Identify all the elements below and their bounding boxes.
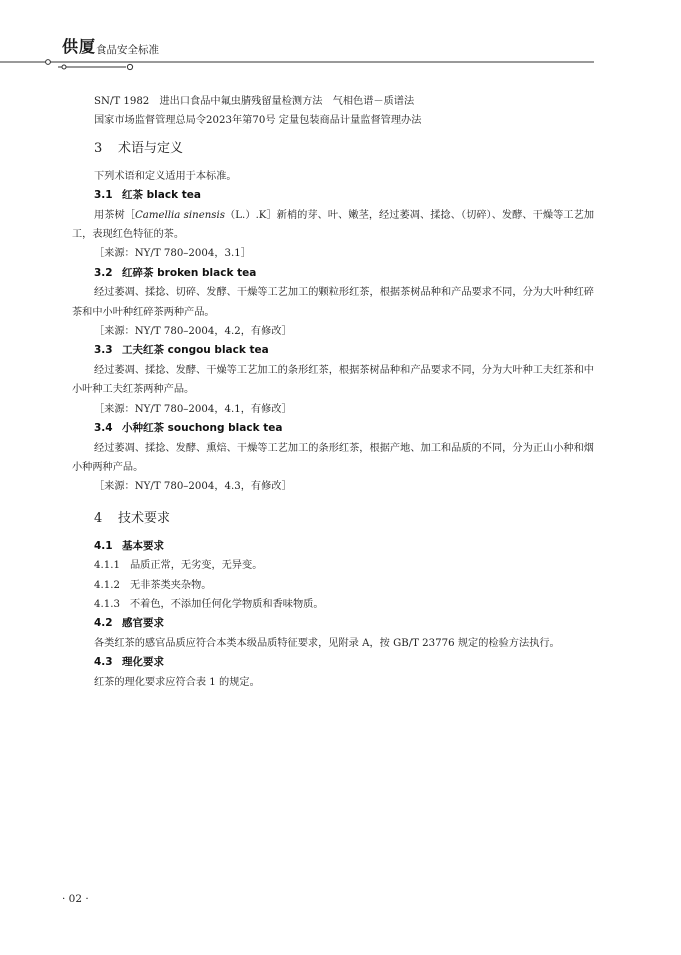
section-3-intro: 下列术语和定义适用于本标准。 <box>94 170 237 182</box>
brand-subtitle: 食品安全标准 <box>96 44 159 56</box>
clause-4-2-text: 各类红茶的感官品质应符合本类本级品质特征要求，见附录 A，按 GB/T 23776 规定的检验方法执行。 <box>94 637 560 649</box>
clause-4-1-2: 4.1.2 无非茶类夹杂物。 <box>94 579 212 591</box>
term-3-1-definition: 用茶树［Camellia sinensis（L.）.K］新梢的芽、叶、嫩茎，经过萎凋、揉捻、（切碎）、发酵、干燥等工艺加工，表现红色特征的茶。 <box>72 209 595 241</box>
section-4-heading: 4 技术要求 <box>94 510 171 526</box>
term-3-2-heading: 3.2 红碎茶 broken black tea <box>94 266 257 279</box>
ref-sn-t-1982: SN/T 1982 进出口食品中氟虫腈残留量检测方法 气相色谱－质谱法 <box>94 96 415 107</box>
term-3-2-source: ［来源：NY/T 780–2004，4.2，有修改］ <box>94 326 292 338</box>
term-3-3-definition: 经过萎凋、揉捻、发酵、干燥等工艺加工的条形红茶，根据茶树品种和产品要求不同，分为大叶种工夫红茶和中小叶种工夫红茶两种产品。 <box>72 364 594 396</box>
clause-4-2-heading: 4.2 感官要求 <box>94 617 164 630</box>
term-3-1-heading: 3.1 红茶 black tea <box>94 189 201 202</box>
brand-logo: 供厦 <box>62 37 97 56</box>
document-body <box>72 92 594 692</box>
term-3-4-heading: 3.4 小种红茶 souchong black tea <box>94 422 283 435</box>
clause-4-1-heading: 4.1 基本要求 <box>94 539 164 552</box>
clause-4-1-3: 4.1.3 不着色，不添加任何化学物质和香味物质。 <box>94 598 324 610</box>
term-3-1-source: ［来源：NY/T 780–2004，3.1］ <box>94 248 251 260</box>
clause-4-1-1: 4.1.1 品质正常，无劣变，无异变。 <box>94 560 263 572</box>
term-3-4-definition: 经过萎凋、揉捻、发酵、熏焙、干燥等工艺加工的条形红茶，根据产地、加工和品质的不同，分为正山小种和烟小种两种产品。 <box>72 442 594 473</box>
section-3-heading: 3 术语与定义 <box>94 140 184 156</box>
term-3-2-definition: 经过萎凋、揉捻、切碎、发酵、干燥等工艺加工的颗粒形红茶，根据茶树品种和产品要求不同，分为大叶种红碎茶和中小叶种红碎茶两种产品。 <box>72 287 594 318</box>
header-decoration <box>0 0 681 80</box>
page-number: · 02 · <box>62 893 89 905</box>
page-header <box>0 0 681 80</box>
term-3-4-source: ［来源：NY/T 780–2004，4.3，有修改］ <box>94 481 292 493</box>
term-3-3-heading: 3.3 工夫红茶 congou black tea <box>94 344 269 357</box>
clause-4-3-heading: 4.3 理化要求 <box>94 656 164 669</box>
clause-4-3-text: 红茶的理化要求应符合表 1 的规定。 <box>94 676 260 688</box>
term-3-3-source: ［来源：NY/T 780–2004，4.1，有修改］ <box>94 403 292 415</box>
ref-order-70: 国家市场监督管理总局令2023年第70号 定量包装商品计量监督管理办法 <box>94 115 422 127</box>
